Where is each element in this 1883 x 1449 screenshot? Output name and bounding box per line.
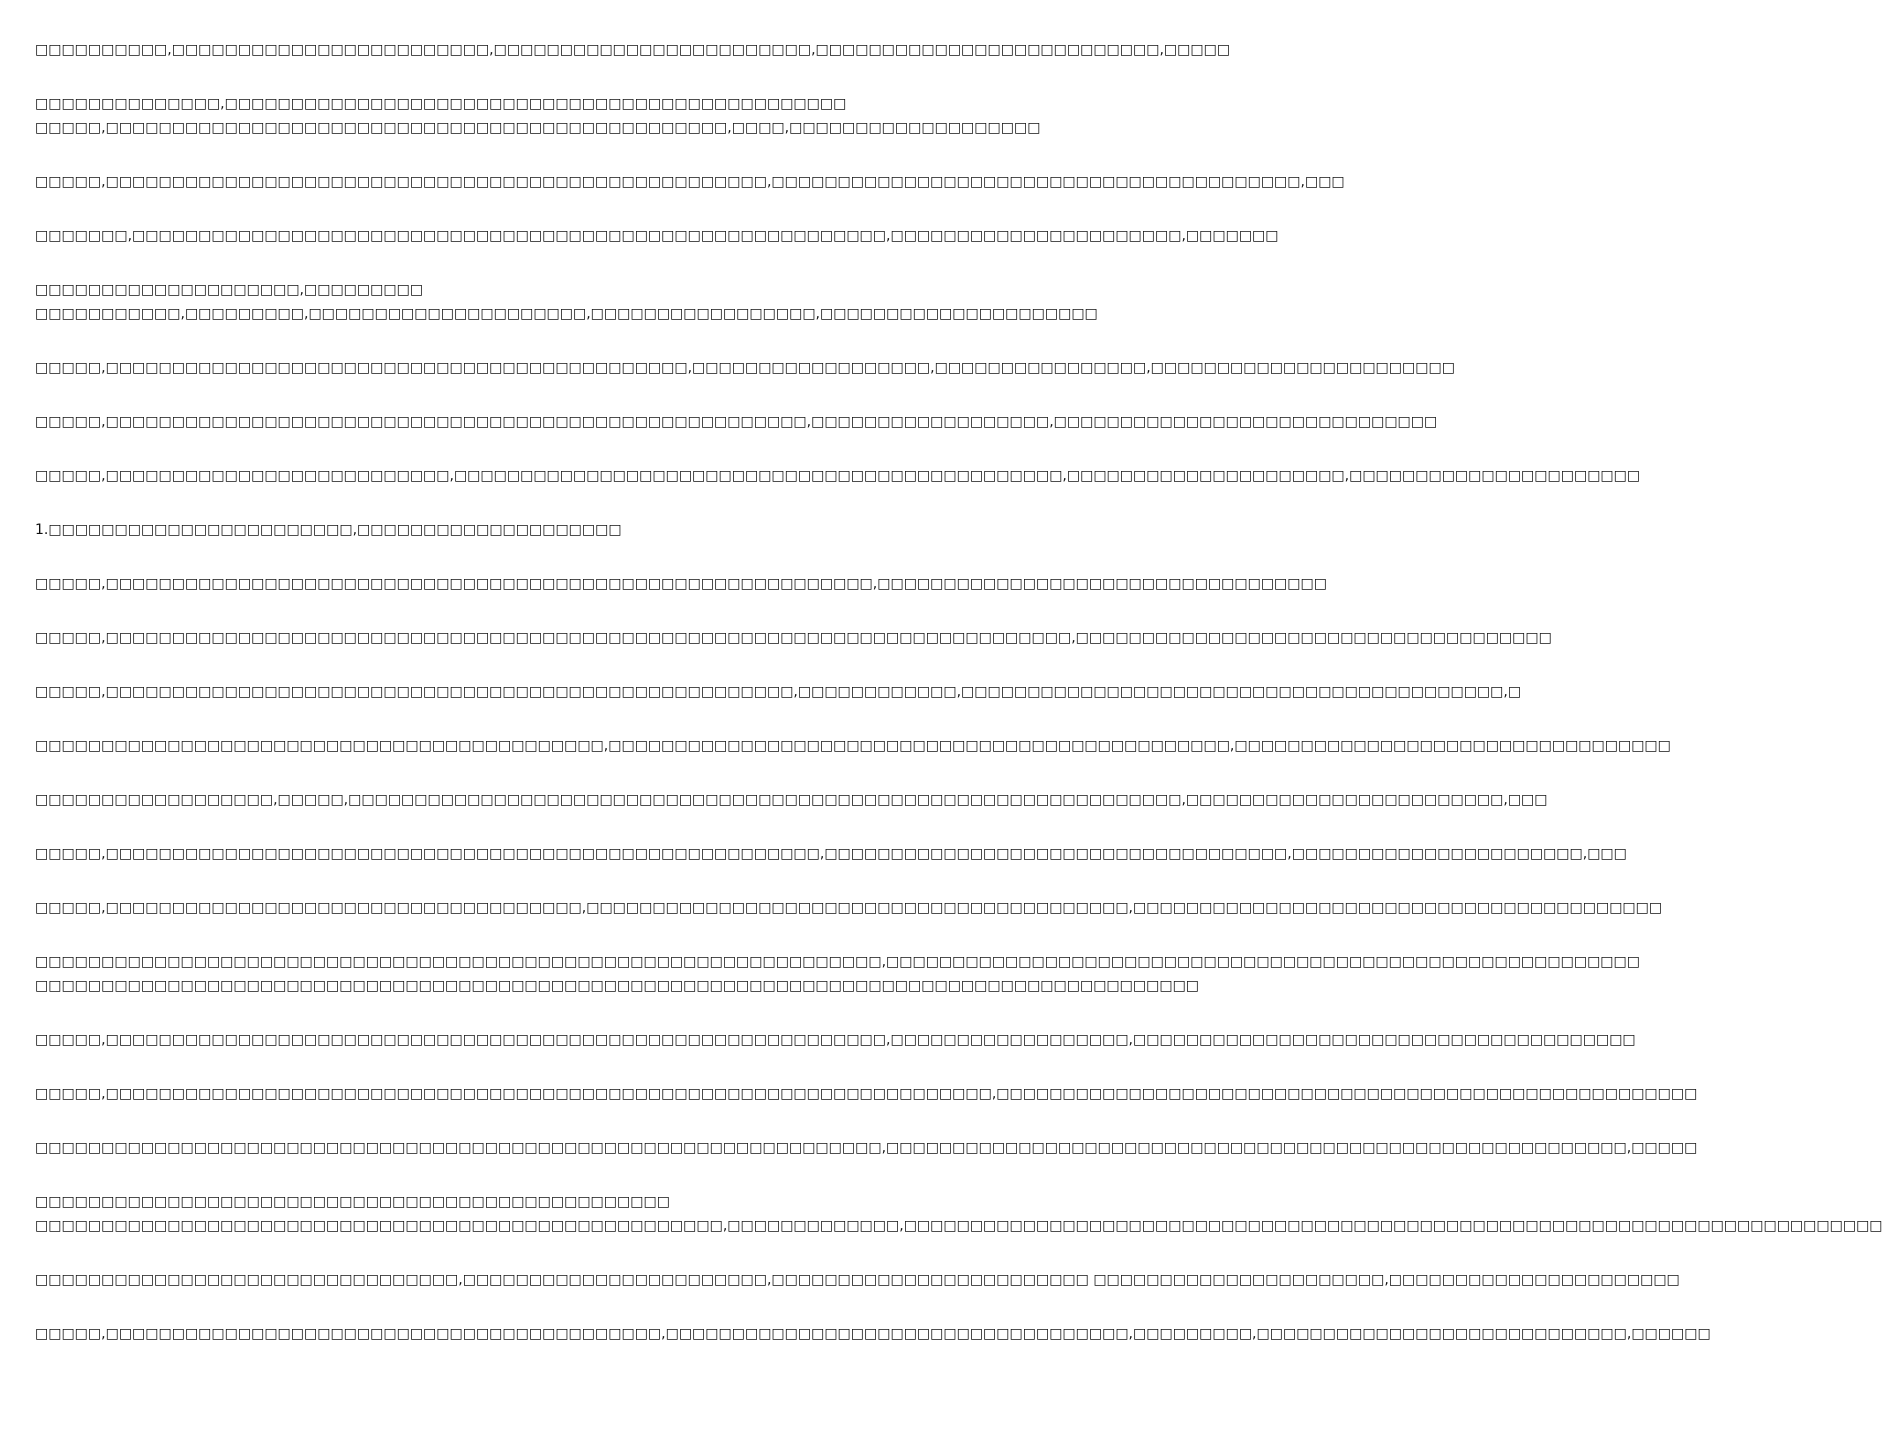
paragraph [35, 626, 1552, 650]
paragraph [35, 950, 1640, 998]
paragraph [35, 572, 1327, 596]
paragraph-line: □□□□□,□□□□□□□□□□□□□□□□□□□□□□□□□□□□□□□□□□□□,□□□□□□□□□□□□□□□□□□□□□□□□□□□□□□□□□□□□□□□□□,□□□□□□□□□□□□□□□□□□□□□□□□□□□□□□□□□□□□□□□□ [35, 900, 1663, 916]
paragraph-line: □□□□□,□□□□□□□□□□□□□□□□□□□□□□□□□□□□□□□□□□□□□□□□□□□□□□□□□□□□□□□□□□□□□□□□□□□□□□□□□,□□□□□□□□□□□□□□□□□□□□□□□□□□□□□□□□□□□□ [35, 630, 1552, 646]
paragraph-line: □□□□□□□□□□□□□□□□□□□□□□□□□□□□□□□□,□□□□□□□□□□□□□□□□□□□□□□□,□□□□□□□□□□□□□□□□□□□□□□□□ □□□□□□□□□□□□□□□□□□□□□□,□□□□□□□□□□□□□□□□□□□□□□ [35, 1272, 1680, 1288]
paragraph [35, 464, 1641, 488]
paragraph [35, 734, 1671, 758]
paragraph-line: □□□□□□□□□□□□□□□□□□□□□□□□□□□□□□□□□□□□□□□□□□□,□□□□□□□□□□□□□□□□□□□□□□□□□□□□□□□□□□□□□□□□□□□□□□□,□□□□□□□□□□□□□□□□□□□□□□□□□□□□□□□□□ [35, 738, 1671, 754]
paragraph [35, 278, 1098, 326]
paragraph [35, 1322, 1711, 1346]
paragraph-line: □□□□□□□□□□□□□□□□□□□□,□□□□□□□□□ [35, 282, 424, 298]
paragraph-line: □□□□□,□□□□□□□□□□□□□□□□□□□□□□□□□□,□□□□□□□□□□□□□□□□□□□□□□□□□□□□□□□□□□□□□□□□□□□□□□,□□□□□□□□□□□□□□□□□□□□□,□□□□□□□□□□□□□□□□□□□□□□ [35, 468, 1641, 484]
paragraph-line: □□□□□,□□□□□□□□□□□□□□□□□□□□□□□□□□□□□□□□□□□□□□□□□□□□□□□□□□□□□□,□□□□□□□□□□□□□□□□□□□□□□□□□□□□□□□□□□□,□□□□□□□□□□□□□□□□□□□□□□,□□□ [35, 846, 1627, 862]
paragraph [35, 518, 989, 542]
paragraph-line: 1.□□□□□□□□□□□□□□□□□□□□□□□,□□□□□□□□□□□□□□□□□□□□ [35, 522, 622, 538]
paragraph [35, 1268, 1680, 1292]
paragraph-line: □□□□□,□□□□□□□□□□□□□□□□□□□□□□□□□□□□□□□□□□□□□□□□□□□□□□□□□□□□,□□□□□□□□□□□□,□□□□□□□□□□□□□□□□□□□□□□□□□□□□□□□□□□□□□□□□□,□ [35, 684, 1522, 700]
paragraph-line: □□□□□□□,□□□□□□□□□□□□□□□□□□□□□□□□□□□□□□□□□□□□□□□□□□□□□□□□□□□□□□□□□,□□□□□□□□□□□□□□□□□□□□□□,□□□□□□□ [35, 228, 1279, 244]
paragraph-line: □□□□□□□□□□,□□□□□□□□□□□□□□□□□□□□□□□□,□□□□□□□□□□□□□□□□□□□□□□□□,□□□□□□□□□□□□□□□□□□□□□□□□□□,□□□□□ [35, 42, 1231, 58]
paragraph-line: □□□□□,□□□□□□□□□□□□□□□□□□□□□□□□□□□□□□□□□□□□□□□□□□□□□□□□□□□□□,□□□□□□□□□□□□□□□□□□,□□□□□□□□□□□□□□□□□□□□□□□□□□□□□ [35, 414, 1438, 430]
paragraph [35, 788, 1548, 812]
paragraph-line: □□□□□□□□□□□□□□□□□□□□□□□□□□□□□□□□□□□□□□□□□□□□□□□□□□□□□□□□□□□□□□□□,□□□□□□□□□□□□□□□□□□□□□□□□□□□□□□□□□□□□□□□□□□□□□□□□□□□□□□□□,□□□□□ [35, 1140, 1698, 1156]
paragraph-line: □□□□□□□□□□□,□□□□□□□□□,□□□□□□□□□□□□□□□□□□□□□,□□□□□□□□□□□□□□□□□,□□□□□□□□□□□□□□□□□□□□□ [35, 306, 1098, 322]
paragraph [35, 1082, 1698, 1106]
paragraph-line: □□□□□,□□□□□□□□□□□□□□□□□□□□□□□□□□□□□□□□□□□□□□□□□□□□□□□□□□□□□□□□□□□,□□□□□□□□□□□□□□□□□□,□□□□□□□□□□□□□□□□□□□□□□□□□□□□□□□□□□□□□□ [35, 1032, 1636, 1048]
paragraph [35, 38, 1231, 62]
paragraph-line: □□□□□□□□□□□□□□,□□□□□□□□□□□□□□□□□□□□□□□□□□□□□□□□□□□□□□□□□□□□□□□ [35, 96, 847, 112]
paragraph-line: □□□□□□□□□□□□□□□□□□□□□□□□□□□□□□□□□□□□□□□□□□□□□□□□□□□□□□□□□□□□□□□□□□□□□□□□□□□□□□□□□□□□□□□□ [35, 978, 1200, 994]
paragraph [35, 896, 1663, 920]
paragraph-line: □□□□□,□□□□□□□□□□□□□□□□□□□□□□□□□□□□□□□□□□□□□□□□□□□□□□□,□□□□,□□□□□□□□□□□□□□□□□□□ [35, 120, 1041, 136]
document-body [35, 38, 1883, 1376]
paragraph [35, 842, 1627, 866]
paragraph-line: □□□□□□□□□□□□□□□□□□□□□□□□□□□□□□□□□□□□□□□□□□□□□□□□ [35, 1194, 670, 1210]
paragraph [35, 1136, 1698, 1160]
paragraph-line: □□□□□,□□□□□□□□□□□□□□□□□□□□□□□□□□□□□□□□□□□□□□□□□□,□□□□□□□□□□□□□□□□□□□□□□□□□□□□□□□□□□□,□□□□□□□□□,□□□□□□□□□□□□□□□□□□□□□□□□□□□□,□□□□□□ [35, 1326, 1711, 1342]
paragraph-line: □□□□□,□□□□□□□□□□□□□□□□□□□□□□□□□□□□□□□□□□□□□□□□□□□□□□□□□□□□□□□□□□,□□□□□□□□□□□□□□□□□□□□□□□□□□□□□□□□□□ [35, 576, 1327, 592]
paragraph [35, 680, 1522, 704]
paragraph [35, 410, 1438, 434]
paragraph [35, 356, 1455, 380]
paragraph-line: □□□□□□□□□□□□□□□□□□□□□□□□□□□□□□□□□□□□□□□□□□□□□□□□□□□□□□□□□□□□□□□□,□□□□□□□□□□□□□□□□□□□□□□□□□□□□□□□□□□□□□□□□□□□□□□□□□□□□□□□□□ [35, 954, 1640, 970]
paragraph [35, 1028, 1636, 1052]
paragraph-line: □□□□□,□□□□□□□□□□□□□□□□□□□□□□□□□□□□□□□□□□□□□□□□□□□□□□□□□□,□□□□□□□□□□□□□□□□□□□□□□□□□□□□□□□□□□□□□□□□,□□□ [35, 174, 1345, 190]
paragraph-line: □□□□□,□□□□□□□□□□□□□□□□□□□□□□□□□□□□□□□□□□□□□□□□□□□□,□□□□□□□□□□□□□□□□□□,□□□□□□□□□□□□□□□□,□□□□□□□□□□□□□□□□□□□□□□□ [35, 360, 1455, 376]
paragraph-line: □□□□□□□□□□□□□□□□□□□□□□□□□□□□□□□□□□□□□□□□□□□□□□□□□□□□,□□□□□□□□□□□□□,□□□□□□□□□□□□□□□□□□□□□□□□□□□□□□□□□□□□□□□□□□□□□□□□□□□□□□□□□□□□□□□□□□□□□□□□□□ [35, 1218, 1883, 1234]
paragraph [35, 1190, 1883, 1238]
paragraph-line: □□□□□,□□□□□□□□□□□□□□□□□□□□□□□□□□□□□□□□□□□□□□□□□□□□□□□□□□□□□□□□□□□□□□□□□□□,□□□□□□□□□□□□□□□□□□□□□□□□□□□□□□□□□□□□□□□□□□□□□□□□□□□□□ [35, 1086, 1698, 1102]
paragraph [35, 170, 1345, 194]
paragraph [35, 92, 1041, 140]
paragraph [35, 224, 1279, 248]
paragraph-line: □□□□□□□□□□□□□□□□□□,□□□□□,□□□□□□□□□□□□□□□□□□□□□□□□□□□□□□□□□□□□□□□□□□□□□□□□□□□□□□□□□□□□□□□,□□□□□□□□□□□□□□□□□□□□□□□□,□□□ [35, 792, 1548, 808]
